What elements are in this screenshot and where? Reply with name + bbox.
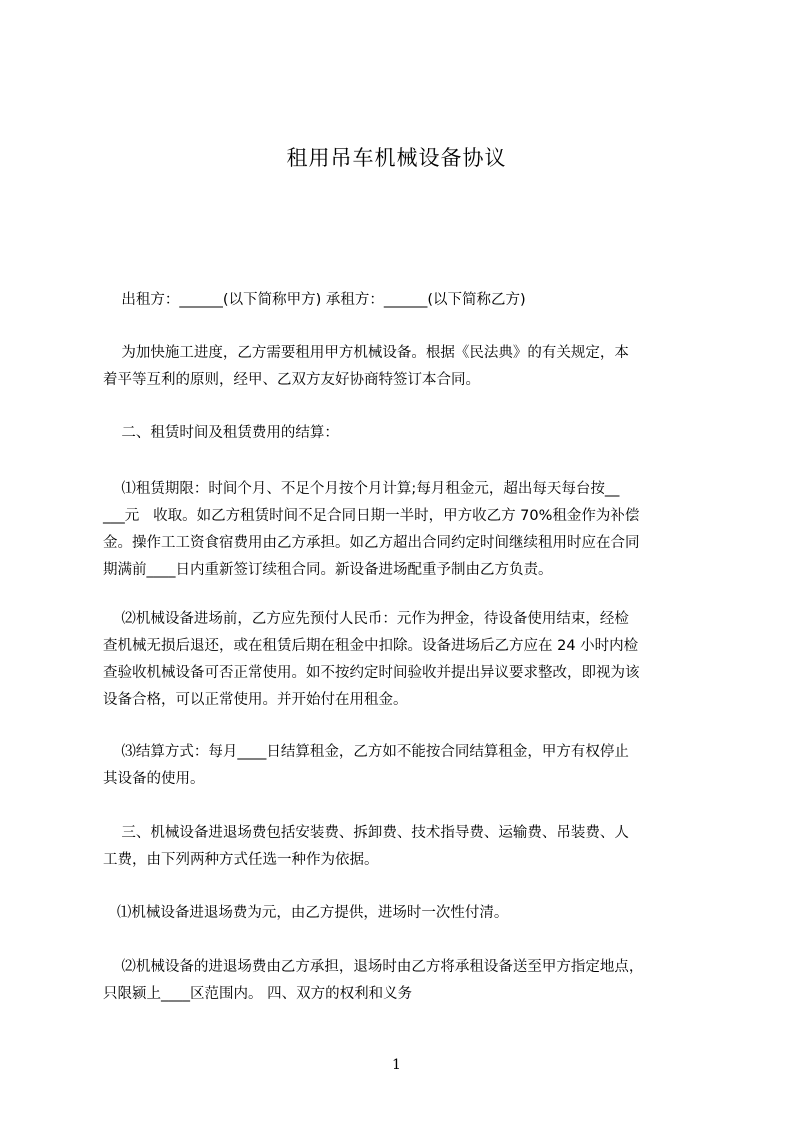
paragraph-line: 查机械无损后退还，或在租赁后期在租金中扣除。设备进场后乙方应在 24 小时内检 bbox=[103, 638, 639, 654]
paragraph-line: ⑴机械设备进退场费为元，由乙方提供，进场时一次性付清。 bbox=[103, 905, 509, 921]
paragraph-line: 只限颍上____区范围内。 四、双方的权利和义务 bbox=[103, 986, 413, 1002]
section-heading: 二、租赁时间及租赁费用的结算： bbox=[103, 425, 339, 441]
section-heading: 三、机械设备进退场费包括安装费、拆卸费、技术指导费、运输费、吊装费、人 bbox=[103, 825, 629, 841]
paragraph-line: 工费，由下列两种方式任选一种作为依据。 bbox=[103, 852, 379, 868]
paragraph-line: 其设备的使用。 bbox=[103, 771, 205, 787]
paragraph-line: ⑴租赁期限：时间个月、不足个月按个月计算;每月租金元，超出每天每台按__ bbox=[103, 481, 620, 497]
paragraph-line: ⑵机械设备进场前，乙方应先预付人民币：元作为押金，待设备使用结束，经检 bbox=[103, 611, 629, 627]
paragraph-line: 为加快施工进度，乙方需要租用甲方机械设备。根据《民法典》的有关规定，本 bbox=[103, 345, 629, 361]
paragraph-line: ⑶结算方式：每月____日结算租金，乙方如不能按合同结算租金，甲方有权停止 bbox=[103, 744, 629, 760]
paragraph-line: 查验收机械设备可否正常使用。如不按约定时间验收并提出异议要求整改，即视为该 bbox=[103, 665, 640, 681]
paragraph-line: 期满前____日内重新签订续租合同。新设备进场配重予制由乙方负责。 bbox=[103, 562, 553, 578]
paragraph-line: ___元 收取。如乙方租赁时间不足合同日期一半时，甲方收乙方 70%租金作为补偿 bbox=[103, 508, 640, 524]
paragraph-line: ⑵机械设备的进退场费由乙方承担，退场时由乙方将承租设备送至甲方指定地点， bbox=[103, 959, 644, 975]
page-number: 1 bbox=[392, 1057, 401, 1073]
party-line: 出租方：______(以下简称甲方) 承租方：______(以下简称乙方) bbox=[103, 292, 526, 308]
paragraph-line: 设备合格，可以正常使用。并开始付在用租金。 bbox=[103, 692, 408, 708]
paragraph-line: 金。操作工工资食宿费用由乙方承担。如乙方超出合同约定时间继续租用时应在合同 bbox=[103, 535, 640, 551]
document-title: 租用吊车机械设备协议 bbox=[286, 146, 507, 170]
paragraph-line: 着平等互利的原则，经甲、乙双方友好协商特签订本合同。 bbox=[103, 372, 480, 388]
